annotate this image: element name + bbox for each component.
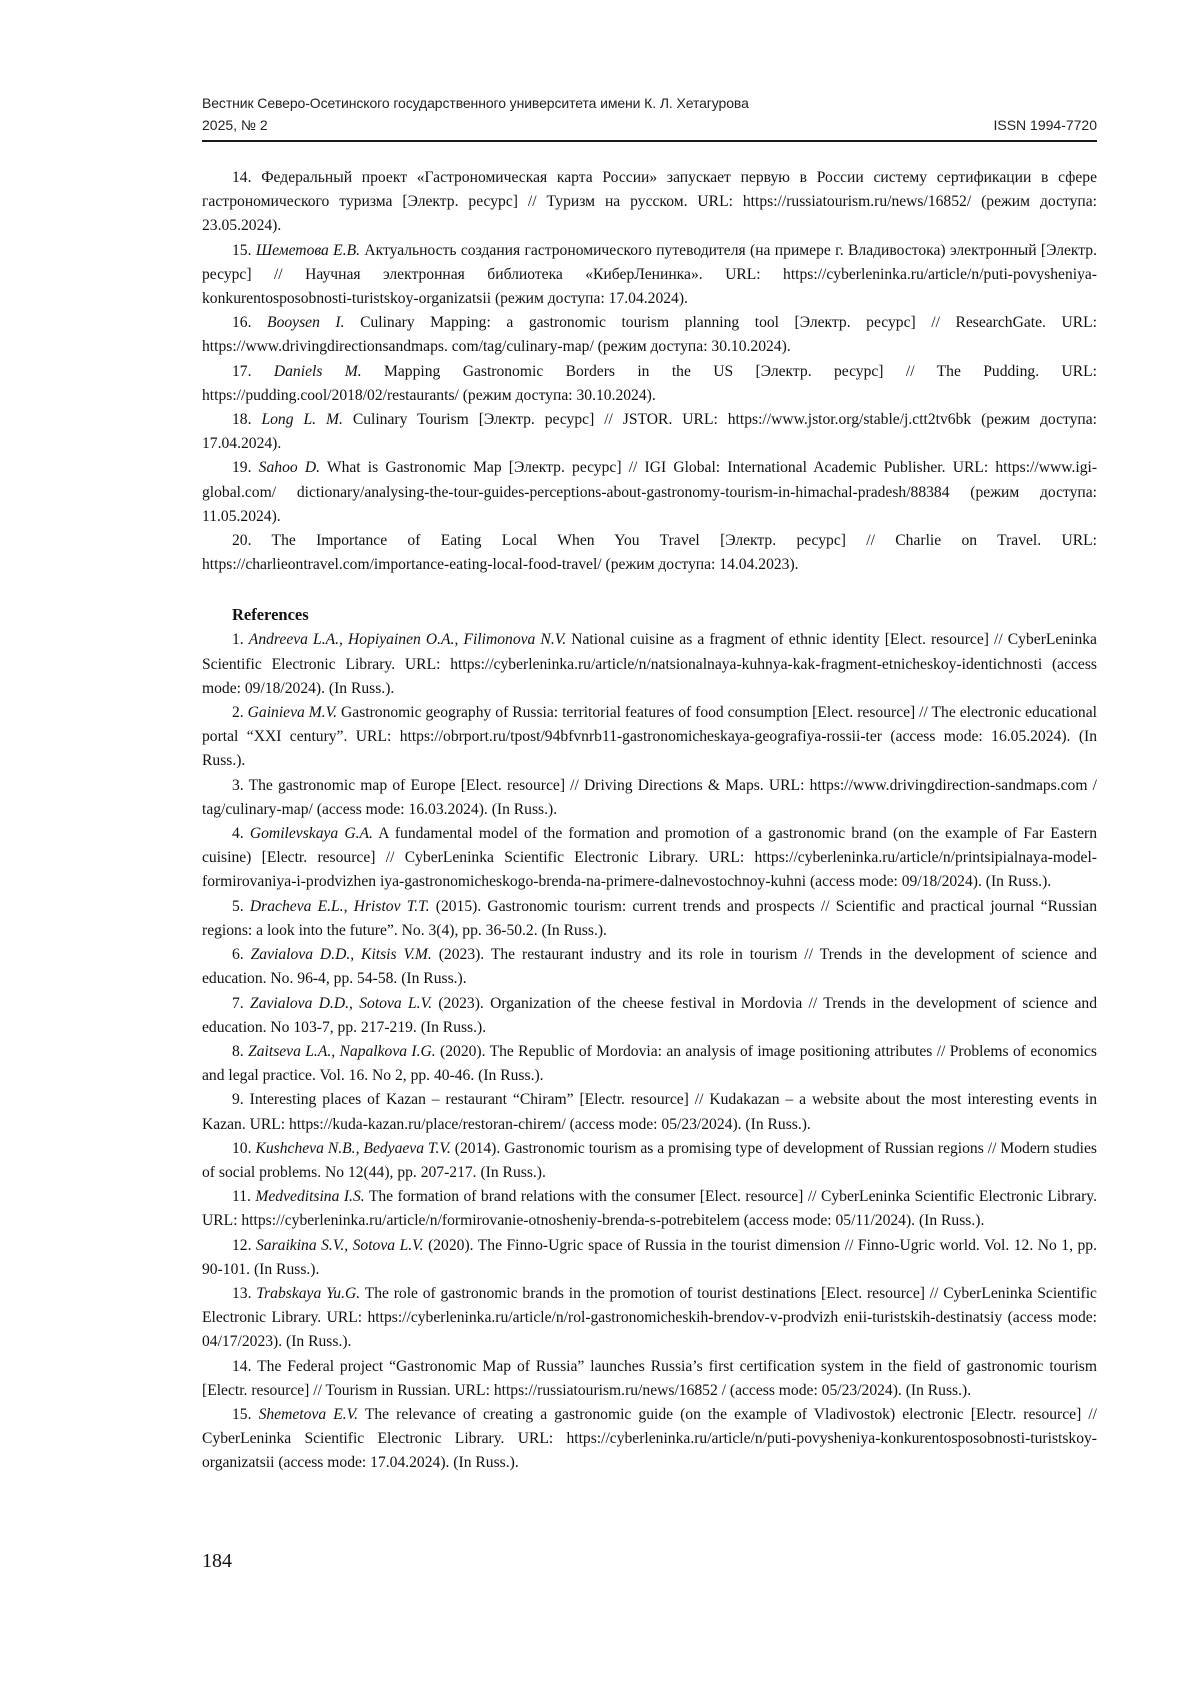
reference-text: (2020). The Finno-Ugric space of Russia in the tourist dimension // Finno-Ugric world. Vol. 12. No 1, pp. 90-101. (In Russ.). bbox=[202, 1236, 1097, 1278]
reference-text: (2023). Organization of the cheese festival in Mordovia // Trends in the development of science and education. No 103-7, pp. 217-219. (In Russ.). bbox=[202, 994, 1098, 1036]
reference-author: Daniels M. bbox=[273, 362, 362, 380]
reference-author: Booysen I. bbox=[267, 314, 345, 332]
issn-label: ISSN 1994-7720 bbox=[993, 117, 1097, 133]
reference-item bbox=[202, 1403, 1097, 1476]
reference-item bbox=[202, 529, 1097, 577]
reference-item bbox=[202, 701, 1097, 774]
reference-text: The role of gastronomic brands in the promotion of tourist destinations [Elect. resource] // CyberLeninka Scientific Electronic Library. URL: https://cyberleninka.ru/article/n/rol-gastronomicheskih-brendov-v-prodvizh enii-turistskih-destinatsiy (access mode: 04/17/2023). (In Russ.). bbox=[202, 1284, 1097, 1351]
reference-text: A fundamental model of the formation and promotion of a gastronomic brand (on the example of Far Eastern cuisine) [Electr. resource] // CyberLeninka Scientific Electronic Library. URL: https://cyberleninka.ru/article/n/printsipialnaya-model-formirovaniya-i-prodvizhen iya-gastronomicheskogo-brenda-na-primere-dalnevostochnoy-kuhni (access mode: 09/18/2024). (In Russ.). bbox=[202, 825, 1097, 891]
reference-number: 11. bbox=[232, 1188, 251, 1206]
reference-text: (2014). Gastronomic tourism as a promising type of development of Russian regions // Modern studies of social problems. No 12(44), pp. 207-217. (In Russ.). bbox=[202, 1139, 1098, 1181]
english-reference-list bbox=[202, 628, 1097, 1475]
reference-text: Mapping Gastronomic Borders in the US [Электр. ресурс] // The Pudding. URL: https://pudding.cool/2018/02/restaurants/ (режим доступа: 30.10.2024). bbox=[202, 362, 1098, 404]
reference-text: (2023). The restaurant industry and its role in tourism // Trends in the development of science and education. No. 96-4, pp. 54-58. (In Russ.). bbox=[202, 946, 1097, 988]
references-content bbox=[202, 166, 1097, 1476]
reference-item bbox=[202, 1088, 1097, 1136]
reference-number: 7. bbox=[232, 994, 244, 1012]
reference-author: Gomilevskaya G.A. bbox=[249, 825, 373, 843]
reference-text: (2015). Gastronomic tourism: current trends and prospects // Scientific and practical journal “Russian regions: a look into the future”. No. 3(4), pp. 36-50.2. (In Russ.). bbox=[202, 897, 1097, 939]
reference-item bbox=[202, 1282, 1097, 1355]
reference-text: The Federal project “Gastronomic Map of Russia” launches Russia’s first certification system in the field of gastronomic tourism [Electr. resource] // Tourism in Russian. URL: https://russiatourism.ru/news/16852 / (access mode: 05/23/2024). (In Russ.). bbox=[202, 1357, 1097, 1399]
reference-number: 14. bbox=[232, 1357, 252, 1375]
reference-item bbox=[202, 166, 1097, 239]
reference-author: Sahoo D. bbox=[258, 459, 320, 477]
reference-item bbox=[202, 822, 1097, 895]
reference-number: 15. bbox=[232, 241, 252, 259]
header-rule bbox=[202, 140, 1097, 142]
reference-text: What is Gastronomic Map [Электр. ресурс] // IGI Global: International Academic Publisher. URL: https://www.igi-global.com/ dictionary/analysing-the-tour-guides-perceptions-about-gastronomy-tourism-in-himachal-pradesh/88384 (режим доступа: 11.05.2024). bbox=[202, 459, 1098, 525]
reference-number: 13. bbox=[232, 1284, 252, 1302]
reference-number: 15. bbox=[232, 1405, 252, 1423]
reference-author: Trabskaya Yu.G. bbox=[256, 1284, 361, 1302]
reference-text: Culinary Tourism [Электр. ресурс] // JSTOR. URL: https://www.jstor.org/stable/j.ctt2tv6bk (режим доступа: 17.04.2024). bbox=[202, 411, 1097, 453]
reference-item bbox=[202, 456, 1097, 529]
reference-number: 20. bbox=[232, 532, 252, 550]
reference-author: Saraikina S.V., Sotova L.V. bbox=[256, 1236, 424, 1254]
reference-number: 2. bbox=[232, 704, 244, 722]
russian-reference-list bbox=[202, 166, 1097, 577]
running-header bbox=[202, 93, 1097, 135]
reference-item bbox=[202, 408, 1097, 456]
references-heading: References bbox=[232, 605, 309, 625]
journal-title: Вестник Северо-Осетинского государственного университета имени К. Л. Хетагурова bbox=[202, 95, 749, 111]
reference-item bbox=[202, 943, 1097, 991]
reference-author: Gainieva M.V. bbox=[247, 704, 338, 722]
reference-text: The formation of brand relations with the consumer [Elect. resource] // CyberLeninka Scientific Electronic Library. URL: https://cyberleninka.ru/article/n/formirovanie-otnosheniy-brenda-s-potrebitelem (access mode: 05/11/2024). (In Russ.). bbox=[202, 1188, 1097, 1230]
reference-author: Andreeva L.A., Hopiyainen O.A., Filimonova N.V. bbox=[248, 631, 567, 649]
reference-item bbox=[202, 1137, 1097, 1185]
reference-author: Zavialova D.D., Kitsis V.M. bbox=[250, 946, 432, 964]
reference-number: 4. bbox=[232, 825, 244, 843]
reference-text: Culinary Mapping: a gastronomic tourism planning tool [Электр. ресурс] // ResearchGate. URL: https://www.drivingdirectionsandmaps. com/tag/culinary-map/ (режим доступа: 30.10.2024). bbox=[202, 314, 1097, 356]
reference-author: Long L. M. bbox=[261, 411, 343, 429]
reference-number: 17. bbox=[232, 362, 252, 380]
reference-item bbox=[202, 239, 1097, 312]
reference-number: 5. bbox=[232, 897, 244, 915]
reference-item bbox=[202, 992, 1097, 1040]
reference-number: 9. bbox=[232, 1091, 244, 1109]
reference-author: Zavialova D.D., Sotova L.V. bbox=[250, 994, 432, 1012]
reference-text: (2020). The Republic of Mordovia: an analysis of image positioning attributes // Problems of economics and legal practice. Vol. 16. No 2, pp. 40-46. (In Russ.). bbox=[202, 1042, 1097, 1085]
reference-item bbox=[202, 1234, 1097, 1282]
reference-text: The Importance of Eating Local When You Travel [Электр. ресурс] // Charlie on Travel. URL: https://charlieontravel.com/importance-eating-local-food-travel/ (режим доступа: 14.04.2023). bbox=[202, 532, 1097, 574]
page-number: 184 bbox=[202, 1550, 232, 1572]
reference-text: Актуальность создания гастрономического путеводителя (на примере г. Владивостока) электронный [Электр. ресурс] // Научная электронная библиотека «КиберЛенинка». URL: https://cyberleninka.ru/article/n/puti-povysheniya-konkurentosposobnosti-turistskoy-organizatsii (режим доступа: 17.04.2024). bbox=[202, 241, 1097, 308]
reference-item bbox=[202, 1355, 1097, 1403]
header-second-row bbox=[202, 115, 1097, 135]
reference-number: 3. bbox=[232, 776, 244, 794]
reference-number: 8. bbox=[232, 1042, 244, 1060]
reference-author: Zaitseva L.A., Napalkova I.G. bbox=[248, 1042, 436, 1060]
reference-author: Шеметова Е.В. bbox=[255, 241, 361, 259]
reference-number: 12. bbox=[232, 1236, 252, 1254]
reference-item bbox=[202, 774, 1097, 822]
reference-text: Федеральный проект «Гастрономическая карта России» запускает первую в России систему сертификации в сфере гастрономического туризма [Электр. ресурс] // Туризм на русском. URL: https://russiatourism.ru/news/16852/ (режим доступа: 23.05.2024). bbox=[202, 169, 1097, 235]
reference-item bbox=[202, 360, 1097, 408]
reference-author: Shemetova E.V. bbox=[258, 1405, 359, 1423]
reference-author: Dracheva E.L., Hristov T.T. bbox=[249, 897, 430, 915]
reference-number: 18. bbox=[232, 411, 252, 429]
reference-item bbox=[202, 895, 1097, 943]
reference-number: 6. bbox=[232, 946, 244, 964]
reference-text: Interesting places of Kazan – restaurant “Chiram” [Electr. resource] // Kudakazan – a website about the most interesting events in Kazan. URL: https://kuda-kazan.ru/place/restoran-chirem/ (access mode: 05/23/2024). (In Russ.). bbox=[202, 1091, 1098, 1133]
reference-number: 16. bbox=[232, 314, 252, 332]
reference-item bbox=[202, 1040, 1097, 1088]
reference-item bbox=[202, 311, 1097, 359]
reference-text: Gastronomic geography of Russia: territorial features of food consumption [Elect. resource] // The electronic educational portal “XXI century”. URL: https://obrport.ru/tpost/94bfvnrb11-gastronomicheskaya-geografiya-rossii-ter (access mode: 16.05.2024). (In Russ.). bbox=[202, 704, 1097, 770]
reference-number: 14. bbox=[232, 169, 252, 186]
reference-item bbox=[202, 1185, 1097, 1233]
reference-text: The relevance of creating a gastronomic guide (on the example of Vladivostok) electronic [Electr. resource] // CyberLeninka Scientific Electronic Library. URL: https://cyberleninka.ru/article/n/puti-povysheniya-konkurentosposobnosti-turistskoy-organizatsii (access mode: 17.04.2024). (In Russ.). bbox=[202, 1405, 1098, 1472]
reference-author: Kushcheva N.B., Bedyaeva T.V. bbox=[255, 1139, 451, 1157]
issue-label: 2025, № 2 bbox=[202, 117, 268, 133]
reference-text: National cuisine as a fragment of ethnic identity [Elect. resource] // CyberLeninka Scientific Electronic Library. URL: https://cyberleninka.ru/article/n/natsionalnaya-kuhnya-kak-fragment-etnicheskoy-identichnosti (access mode: 09/18/2024). (In Russ.). bbox=[202, 631, 1097, 697]
reference-number: 10. bbox=[232, 1139, 252, 1157]
reference-number: 19. bbox=[232, 459, 252, 477]
reference-author: Medveditsina I.S. bbox=[255, 1188, 365, 1206]
reference-number: 1. bbox=[232, 631, 244, 649]
reference-item bbox=[202, 628, 1097, 701]
reference-text: The gastronomic map of Europe [Elect. resource] // Driving Directions & Maps. URL: https://www.drivingdirection-sandmaps.com / tag/culinary-map/ (access mode: 16.03.2024). (In Russ.). bbox=[202, 776, 1097, 818]
